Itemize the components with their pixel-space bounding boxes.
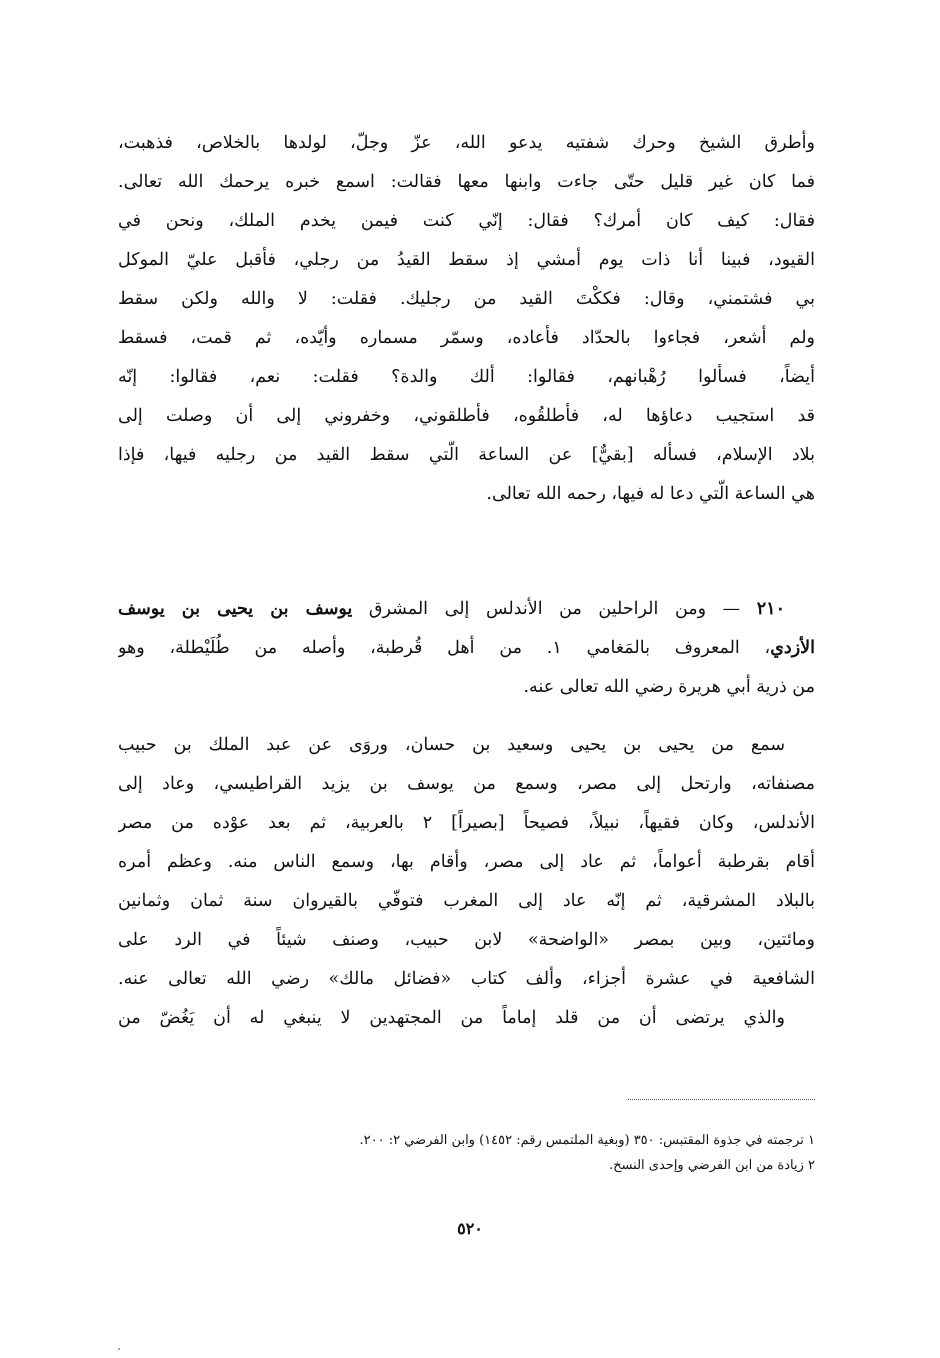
- text-line: قد استجيب دعاؤها له، فأطلقُوه، فأطلقوني، وخفروني إلى أن وصلت إلى: [118, 406, 815, 426]
- text-line: الشافعية في عشرة أجزاء، وألف كتاب «فضائل مالك» رضي الله تعالى عنه.: [118, 969, 815, 989]
- text-line: بالبلاد المشرقية، ثم إنّه عاد إلى المغرب فتوفّي بالقيروان سنة ثمان وثمانين: [118, 891, 815, 911]
- text-line: القيود، فبينا أنا ذات يوم أمشي إذ سقط القيدُ من رجلي، فأقبل عليّ الموكل: [118, 250, 815, 270]
- footnote-divider: [628, 1099, 815, 1100]
- entry-name: يوسف بن يحيى بن يوسف: [118, 599, 353, 619]
- passage-1: [118, 124, 815, 514]
- text-line: فقال: كيف كان أمرك؟ فقال: إنّي كنت فيمن يخدم الملك، ونحن في: [118, 211, 815, 231]
- footnote: ٢ زيادة من ابن الفرضي وإحدى النسخ.: [609, 1158, 815, 1173]
- text-line: مصنفاته، وارتحل إلى مصر، وسمع من يوسف بن يزيد القراطيسي، وعاد إلى: [118, 774, 815, 794]
- text-line: والذي يرتضى أن من قلد إماماً من المجتهدين لا ينبغي له أن يَغُضّ من: [118, 1008, 785, 1028]
- text-line: [118, 629, 815, 668]
- passage-2: [118, 726, 815, 1038]
- text-line: هي الساعة الّتي دعا له فيها، رحمه الله تعالى.: [486, 484, 815, 504]
- entry-heading-line: [118, 590, 815, 629]
- text-line: سمع من يحيى بن يحيى وسعيد بن حسان، وروَى عن عبد الملك بن حبيب: [118, 735, 785, 755]
- text-line: وأطرق الشيخ وحرك شفتيه يدعو الله، عزّ وجلّ، لولدها بالخلاص، فذهبت،: [118, 133, 815, 153]
- text-line: الأندلس، وكان فقيهاً، نبيلاً، فصيحاً [بصيراً] ٢ بالعربية، ثم بعد عوْده من مصر: [118, 813, 815, 833]
- entry-210: [118, 590, 815, 707]
- footnote: ١ ترجمته في جذوة المقتبس: ٣٥٠ (وبغية الملتمس رقم: ١٤٥٢) وابن الفرضي ٢: ٢٠٠.: [359, 1133, 815, 1148]
- text-line: أيضاً، فسألوا رُهْبانهم، فقالوا: ألك والدة؟ فقلت: نعم، فقالوا: إنّه: [118, 367, 815, 387]
- page-number: ٥٢٠: [457, 1219, 483, 1238]
- entry-number: ٢١٠: [756, 599, 785, 619]
- text-line: أقام بقرطبة أعواماً، ثم عاد إلى مصر، وأقام بها، وسمع الناس منه. وعظم أمره: [118, 852, 815, 872]
- entry-intro: — ومن الراحلين من الأندلس إلى المشرق: [368, 599, 741, 619]
- text-line: ولم أشعر، فجاءوا بالحدّاد فأعاده، وسمّر مسماره وأيّده، ثم قمت، فسقط: [118, 328, 815, 348]
- text-line: من ذرية أبي هريرة رضي الله تعالى عنه.: [523, 677, 815, 697]
- text-line: بلاد الإسلام، فسأله [بقيٌّ] عن الساعة الّتي سقط القيد من رجليه فيها، فإذا: [118, 445, 815, 465]
- scan-speck: [118, 1348, 120, 1350]
- entry-description: ، المعروف بالمَغامي ١. من أهل قُرطبة، وأصله من طُلَيْطلة، وهو: [118, 638, 771, 658]
- text-line: فما كان غير قليل حتّى جاءت وابنها معها فقالت: اسمع خبره يرحمك الله تعالى.: [118, 172, 815, 192]
- entry-nisba: الأزدي: [770, 638, 815, 658]
- text-line: بي فشتمني، وقال: فككْتَ القيد من رجليك. فقلت: لا والله ولكن سقط: [118, 289, 815, 309]
- footnotes: [118, 1128, 815, 1178]
- text-line: ومائتين، وبين بمصر «الواضحة» لابن حبيب، وصنف شيئاً في الرد على: [118, 930, 815, 950]
